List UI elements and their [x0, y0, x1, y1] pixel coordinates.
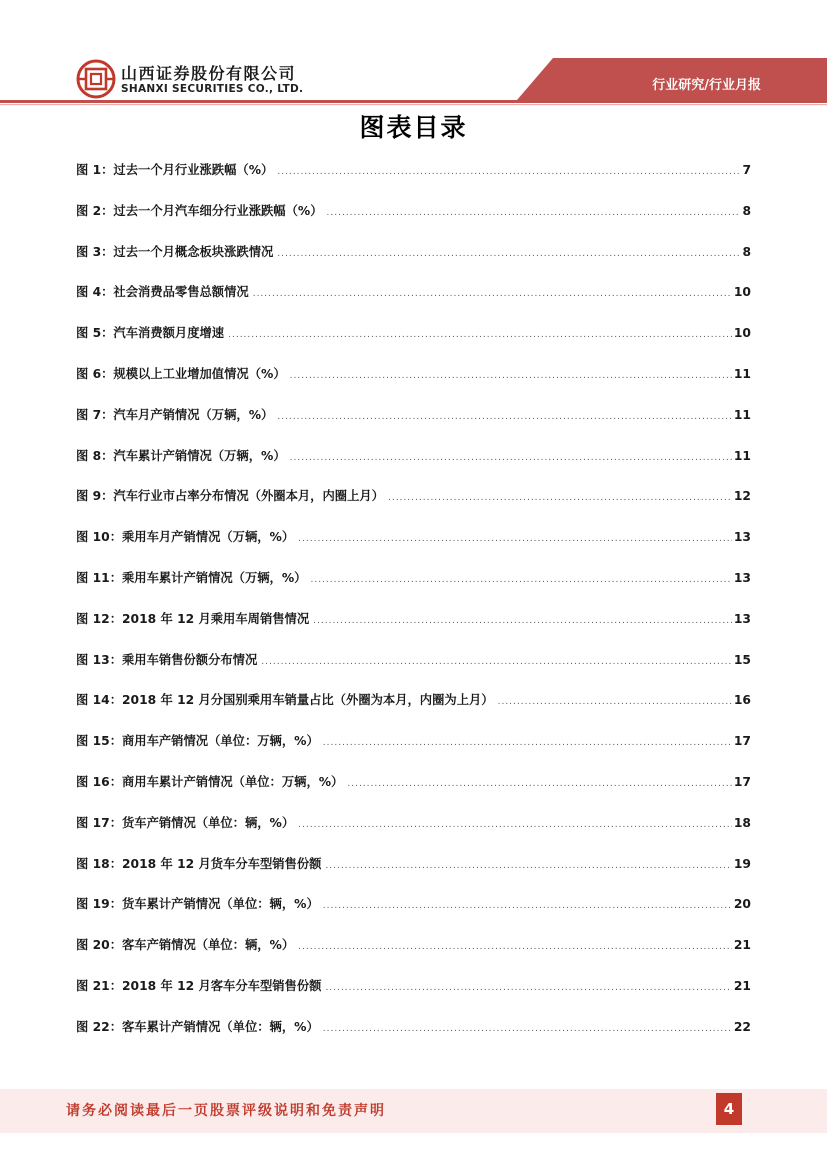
toc-entry-page: 18 [733, 815, 751, 830]
toc-dot-leader [298, 820, 732, 830]
toc-dot-leader [261, 657, 732, 667]
toc-entry-page: 20 [733, 897, 751, 912]
toc-entry-label: 图 10：乘用车月产销情况（万辆，%） [76, 530, 295, 545]
toc-entry-page: 13 [733, 570, 751, 585]
toc-entry-label: 图 22：客车累计产销情况（单位：辆，%） [76, 1019, 319, 1034]
company-name-cn: 山西证券股份有限公司 [121, 64, 297, 83]
toc-entry[interactable] [76, 242, 751, 283]
toc-entry-page: 13 [733, 530, 751, 545]
page-title: 图表目录 [359, 113, 468, 142]
toc-entry-label: 图 4：社会消费品零售总额情况 [76, 285, 249, 300]
toc-entry[interactable] [76, 894, 751, 935]
toc-dot-leader [290, 453, 732, 463]
company-name-en: SHANXI SECURITIES CO., LTD. [121, 83, 304, 95]
toc-entry[interactable] [76, 772, 751, 813]
toc-dot-leader [277, 412, 732, 422]
toc-entry[interactable] [76, 323, 751, 364]
toc-entry-label: 图 8：汽车累计产销情况（万辆，%） [76, 448, 286, 463]
toc-entry-label: 图 14：2018 年 12 月分国别乘用车销量占比（外圈为本月，内圈为上月） [76, 693, 494, 708]
toc-dot-leader [323, 738, 732, 748]
toc-entry[interactable] [76, 813, 751, 854]
toc-entry-label: 图 11：乘用车累计产销情况（万辆，%） [76, 570, 307, 585]
toc-dot-leader [310, 575, 731, 585]
toc-entry[interactable] [76, 364, 751, 405]
toc-entry-label: 图 5：汽车消费额月度增速 [76, 326, 225, 341]
toc-entry-label: 图 19：货车累计产销情况（单位：辆，%） [76, 897, 319, 912]
toc-entry[interactable] [76, 446, 751, 487]
toc-entry-label: 图 6：规模以上工业增加值情况（%） [76, 366, 286, 381]
toc-entry[interactable] [76, 201, 751, 242]
toc-entry[interactable] [76, 731, 751, 772]
toc-entry-label: 图 20：客车产销情况（单位：辆，%） [76, 938, 295, 953]
page-number: 4 [716, 1093, 742, 1125]
toc-entry[interactable] [76, 935, 751, 976]
toc-entry-page: 12 [733, 489, 751, 504]
toc-entry-page: 7 [742, 163, 751, 177]
toc-entry-label: 图 15：商用车产销情况（单位：万辆，%） [76, 734, 319, 749]
toc-entry-page: 8 [742, 244, 751, 259]
disclaimer-text: 请务必阅读最后一页股票评级说明和免责声明 [66, 1103, 386, 1119]
toc-entry-page: 21 [733, 938, 751, 953]
toc-entry[interactable] [76, 527, 751, 568]
toc-entry[interactable] [76, 282, 751, 323]
toc-dot-leader [228, 330, 732, 340]
toc-dot-leader [253, 289, 732, 299]
toc-entry-label: 图 1：过去一个月行业涨跌幅（%） [76, 163, 274, 177]
toc-dot-leader [277, 167, 740, 177]
toc-entry-label: 图 7：汽车月产销情况（万辆，%） [76, 407, 274, 422]
toc-entry[interactable] [76, 160, 751, 201]
toc-entry-label: 图 2：过去一个月汽车细分行业涨跌幅（%） [76, 203, 323, 218]
toc-dot-leader [290, 371, 732, 381]
toc-entry[interactable] [76, 690, 751, 731]
toc-entry-label: 图 18：2018 年 12 月货车分车型销售份额 [76, 856, 322, 871]
toc-entry-page: 21 [733, 978, 751, 993]
toc-dot-leader [323, 901, 732, 911]
toc-entry-label: 图 12：2018 年 12 月乘用车周销售情况 [76, 611, 310, 626]
toc-entry-page: 17 [733, 774, 751, 789]
toc-dot-leader [298, 534, 732, 544]
toc-entry-page: 10 [733, 326, 751, 341]
toc-entry-label: 图 16：商用车累计产销情况（单位：万辆，%） [76, 774, 344, 789]
toc-dot-leader [498, 697, 732, 707]
toc-entry-page: 17 [733, 734, 751, 749]
toc-entry-label: 图 21：2018 年 12 月客车分车型销售份额 [76, 978, 322, 993]
toc-entry-label: 图 3：过去一个月概念板块涨跌情况 [76, 244, 274, 259]
toc-entry[interactable] [76, 486, 751, 527]
toc-entry-page: 16 [733, 693, 751, 708]
toc-entry[interactable] [76, 650, 751, 691]
toc-entry[interactable] [76, 1017, 751, 1058]
toc-entry-label: 图 17：货车产销情况（单位：辆，%） [76, 815, 295, 830]
toc-entry-label: 图 13：乘用车销售份额分布情况 [76, 652, 258, 667]
toc-dot-leader [347, 779, 732, 789]
toc-entry[interactable] [76, 568, 751, 609]
report-type-label: 行业研究/行业月报 [652, 78, 761, 93]
toc-entry[interactable] [76, 609, 751, 650]
toc-dot-leader [327, 208, 741, 218]
toc-dot-leader [298, 942, 732, 952]
toc-entry-page: 11 [733, 407, 751, 422]
toc-entry-page: 22 [733, 1019, 751, 1034]
toc-dot-leader [388, 493, 732, 503]
toc-entry[interactable] [76, 854, 751, 895]
toc-entry-page: 8 [742, 203, 751, 218]
toc-entry-label: 图 9：汽车行业市占率分布情况（外圈本月，内圈上月） [76, 489, 384, 504]
toc-entry-page: 15 [733, 652, 751, 667]
page-header [0, 0, 827, 110]
toc-entry[interactable] [76, 405, 751, 446]
toc-entry-page: 13 [733, 611, 751, 626]
toc-entry-page: 19 [733, 856, 751, 871]
toc-dot-leader [277, 249, 740, 259]
toc-entry-page: 11 [733, 366, 751, 381]
toc-entry-page: 10 [733, 285, 751, 300]
toc-entry-page: 11 [733, 448, 751, 463]
figure-table-of-contents [76, 160, 751, 1058]
toc-dot-leader [313, 616, 732, 626]
toc-dot-leader [325, 861, 731, 871]
toc-entry[interactable] [76, 976, 751, 1017]
toc-dot-leader [325, 983, 731, 993]
toc-dot-leader [323, 1024, 732, 1034]
